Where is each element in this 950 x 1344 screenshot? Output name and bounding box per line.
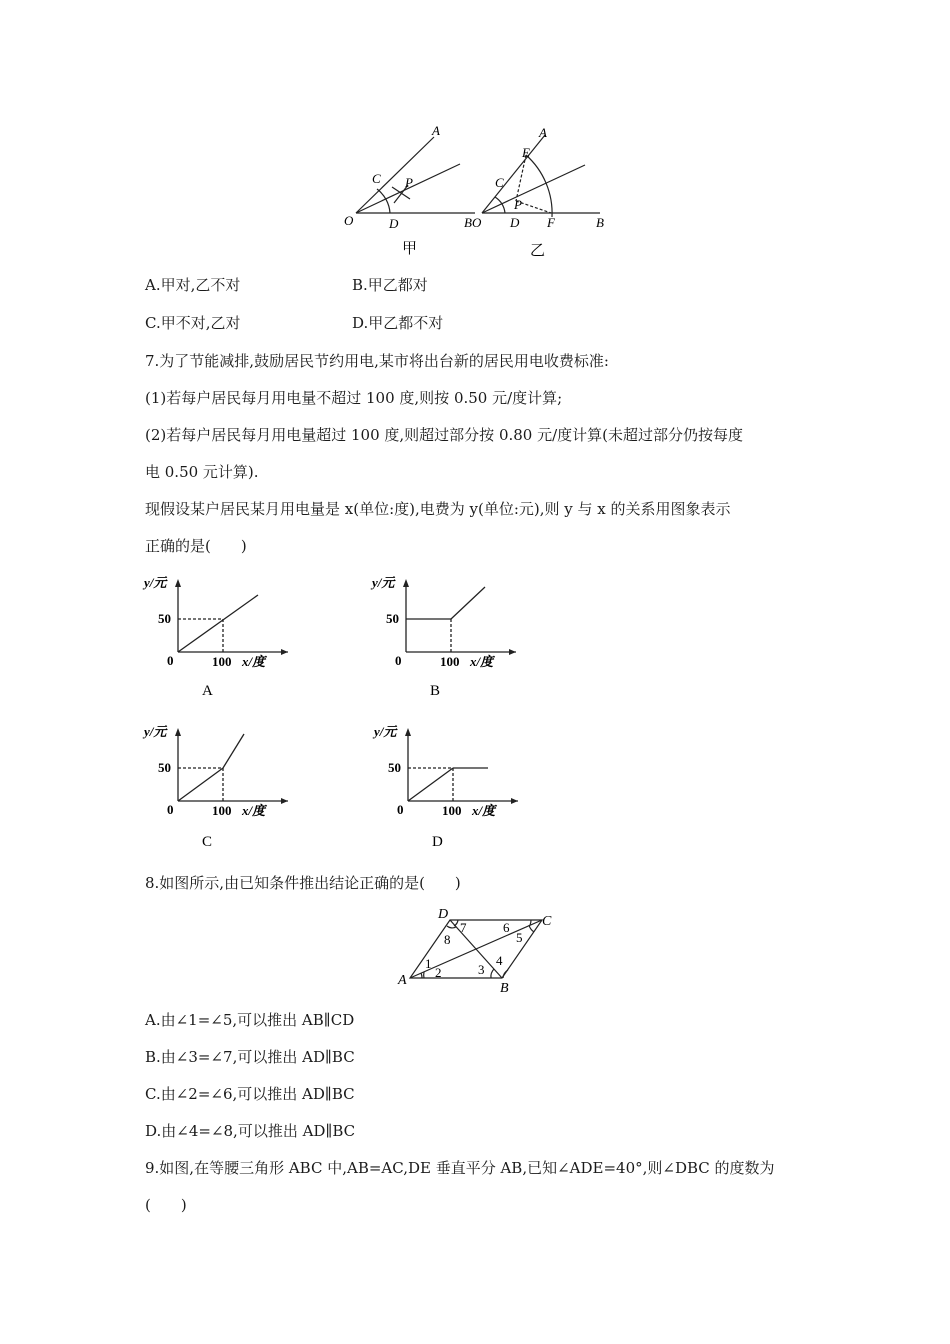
label-C-right: C [495,175,504,190]
x-axis-label: x/度 [242,654,266,669]
origin-label: 0 [167,802,174,817]
origin-label: 0 [395,653,402,668]
label-D-left: D [389,216,399,231]
x-tick-100: 100 [440,654,460,669]
vertex-A: A [398,973,407,988]
q9-stem: 9.如图,在等腰三角形 ABC 中,AB=AC,DE 垂直平分 AB,已知∠ADE=40°,则∠DBC 的度数为 [145,1159,775,1177]
x-tick-100: 100 [212,803,232,818]
q7-rule-2b: 电 0.50 元计算). [145,463,259,481]
label-B-left: B [464,215,472,230]
q7-rule-2a: (2)若每户居民每月用电量超过 100 度,则超过部分按 0.80 元/度计算(未超过部分仍按每度 [145,426,744,444]
angle-7: 7 [460,920,467,935]
q8-option-d: D.由∠4=∠8,可以推出 AD∥BC [145,1122,356,1140]
label-P-left: P [405,175,413,190]
y-axis-label: y/元 [372,575,395,590]
label-B-right: B [596,215,604,230]
vertex-B: B [500,981,509,996]
y-tick-50: 50 [386,611,399,626]
x-tick-100: 100 [442,803,462,818]
vertex-D: D [438,907,449,922]
q7-ask-2: 正确的是( ) [145,537,247,555]
origin-label: 0 [167,653,174,668]
label-O-left: O [344,213,354,228]
q7-graph-B [368,565,528,705]
label-C-left: C [372,171,381,186]
y-axis-label: y/元 [374,724,397,739]
x-axis-label: x/度 [470,654,494,669]
label-P-right: P [514,197,522,212]
origin-label: 0 [397,802,404,817]
q7-rule-1: (1)若每户居民每月用电量不超过 100 度,则按 0.50 元/度计算; [145,389,563,407]
x-tick-100: 100 [212,654,232,669]
q6-option-a: A.甲对,乙不对 [145,276,241,294]
graph-label-D: D [432,834,443,850]
label-E-right: E [522,145,530,160]
graph-label-B: B [430,683,441,699]
angle-4: 4 [496,953,503,968]
caption-yi: 乙 [530,243,546,259]
angle-1: 1 [425,956,432,971]
q9-answer-blank: ( ) [145,1196,187,1214]
label-A-right: A [539,125,547,140]
q8-option-b: B.由∠3=∠7,可以推出 AD∥BC [145,1048,355,1066]
q7-graph-A [140,565,300,705]
caption-jia: 甲 [402,241,418,257]
y-axis-label: y/元 [144,724,167,739]
vertex-C: C [542,914,552,929]
y-axis-label: y/元 [144,575,167,590]
q7-graph-C [140,714,300,854]
graph-label-C: C [202,834,213,850]
label-F-right: F [547,215,555,230]
q6-option-d: D.甲乙都不对 [352,314,444,332]
y-tick-50: 50 [158,760,171,775]
q8-parallelogram-figure [390,902,570,1002]
q8-option-a: A.由∠1=∠5,可以推出 AB∥CD [145,1011,355,1029]
q6-option-c: C.甲不对,乙对 [145,314,241,332]
x-axis-label: x/度 [242,803,266,818]
q7-ask-1: 现假设某户居民某月用电量是 x(单位:度),电费为 y(单位:元),则 y 与 x 的关系用图象表示 [145,500,731,518]
y-tick-50: 50 [158,611,171,626]
graph-label-A: A [202,683,213,699]
label-D-right: D [510,215,520,230]
q7-graph-D [370,714,530,854]
angle-5: 5 [516,930,523,945]
angle-3: 3 [478,962,485,977]
angle-8: 8 [444,932,451,947]
angle-6: 6 [503,920,510,935]
q6-option-b: B.甲乙都对 [352,276,428,294]
x-axis-label: x/度 [472,803,496,818]
label-A-left: A [432,123,440,138]
q8-stem: 8.如图所示,由已知条件推出结论正确的是( ) [145,874,461,892]
q6-figure [330,115,630,265]
q7-stem: 7.为了节能减排,鼓励居民节约用电,某市将出台新的居民用电收费标准: [145,352,609,370]
angle-2: 2 [435,965,442,980]
q8-option-c: C.由∠2=∠6,可以推出 AD∥BC [145,1085,355,1103]
label-O-right: O [472,215,482,230]
y-tick-50: 50 [388,760,401,775]
